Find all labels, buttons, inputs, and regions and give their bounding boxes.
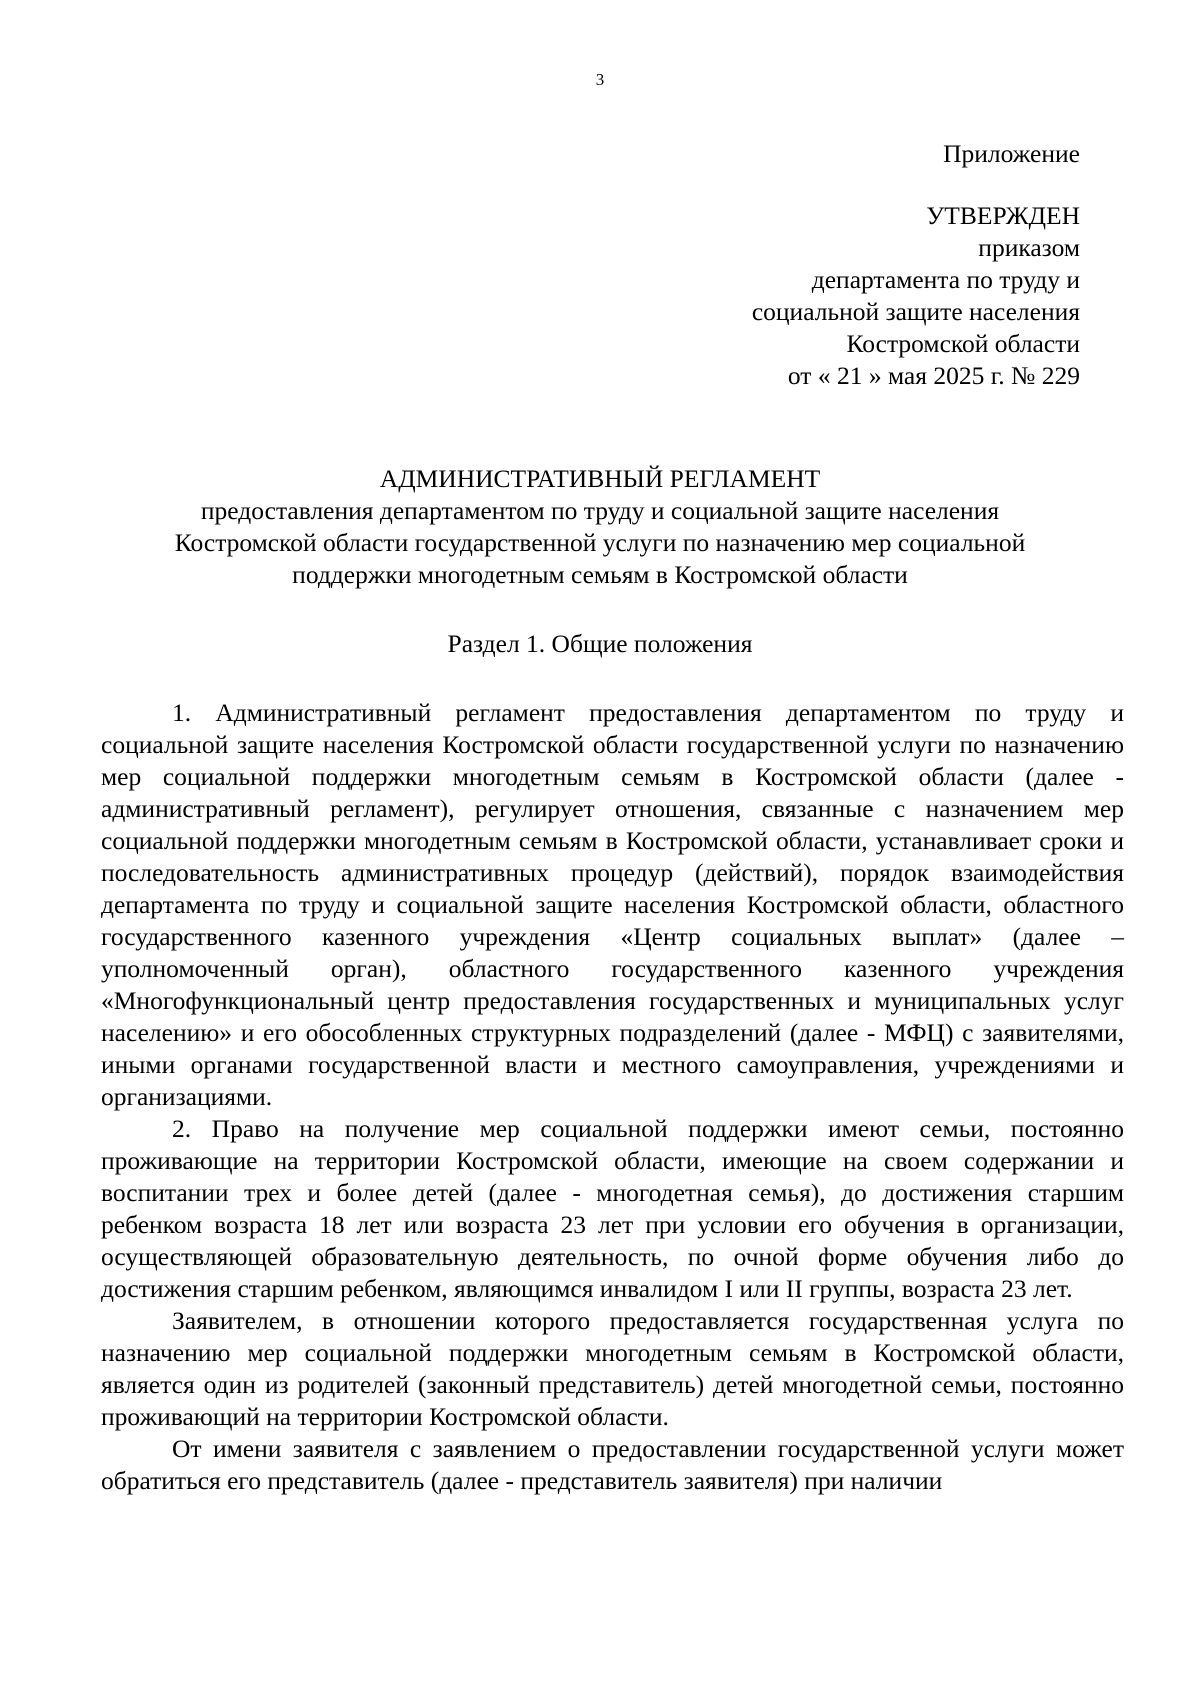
paragraph: От имени заявителя с заявлением о предоставлении государственной услуги может обратиться его представитель (далее - представитель заявителя) при наличии: [101, 1434, 1124, 1495]
approval-line: социальной защите населения: [751, 297, 1080, 326]
document-subtitle-line: предоставления департаментом по труду и социальной защите населения: [200, 496, 1000, 525]
paragraph: 1. Административный регламент предоставления департаментом по труду и социальной защите населения Костромской области государственной услуги по назначению мер социальной поддержки многодетным семьям в Костромской области (далее - административный регламент), регулирует отношения, связанные с назначением мер социальной поддержки многодетным семьям в Костромской области, устанавливает сроки и последовательность административных процедур (действий), порядок взаимодействия департамента по труду и социальной защите населения Костромской области, областного государственного казенного учреждения «Центр социальных выплат» (далее – уполномоченный орган), областного государственного казенного учреждения «Многофункциональный центр предоставления государственных и муниципальных услуг населению» и его обособленных структурных подразделений (далее - МФЦ) с заявителями, иными органами государственной власти и местного самоуправления, учреждениями и организациями.: [101, 698, 1124, 1111]
approval-stamp-block: [752, 138, 1080, 392]
document-title: АДМИНИСТРАТИВНЫЙ РЕГЛАМЕНТ: [379, 464, 821, 493]
approved-label: УТВЕРЖДЕН: [926, 201, 1080, 230]
approval-line: приказом: [978, 233, 1080, 262]
document-title-block: [100, 463, 1100, 591]
paragraph: Заявителем, в отношении которого предоставляется государственная услуга по назначению мер социальной поддержки многодетным семьям в Костромской области, является один из родителей (законный представитель) детей многодетной семьи, постоянно проживающий на территории Костромской области.: [101, 1306, 1124, 1431]
approval-line: Костромской области: [846, 329, 1080, 358]
document-subtitle-line: Костромской области государственной услуги по назначению мер социальной: [174, 528, 1026, 557]
appendix-label: Приложение: [943, 139, 1080, 168]
paragraph: 2. Право на получение мер социальной поддержки имеют семьи, постоянно проживающие на территории Костромской области, имеющие на своем содержании и воспитании трех и более детей (далее - многодетная семья), до достижения старшим ребенком возраста 18 лет или возраста 23 лет при условии его обучения в организации, осуществляющей образовательную деятельность, по очной форме обучения либо до достижения старшим ребенком, являющимся инвалидом I или II группы, возраста 23 лет.: [101, 1114, 1124, 1303]
page-number: 3: [595, 70, 605, 89]
approval-order-date-number: от « 21 » мая 2025 г. № 229: [787, 361, 1080, 390]
body-text: [101, 697, 1124, 1497]
section-heading: Раздел 1. Общие положения: [447, 629, 753, 658]
document-subtitle-line: поддержки многодетным семьям в Костромской области: [292, 560, 908, 589]
approval-line: департамента по труду и: [811, 265, 1080, 294]
